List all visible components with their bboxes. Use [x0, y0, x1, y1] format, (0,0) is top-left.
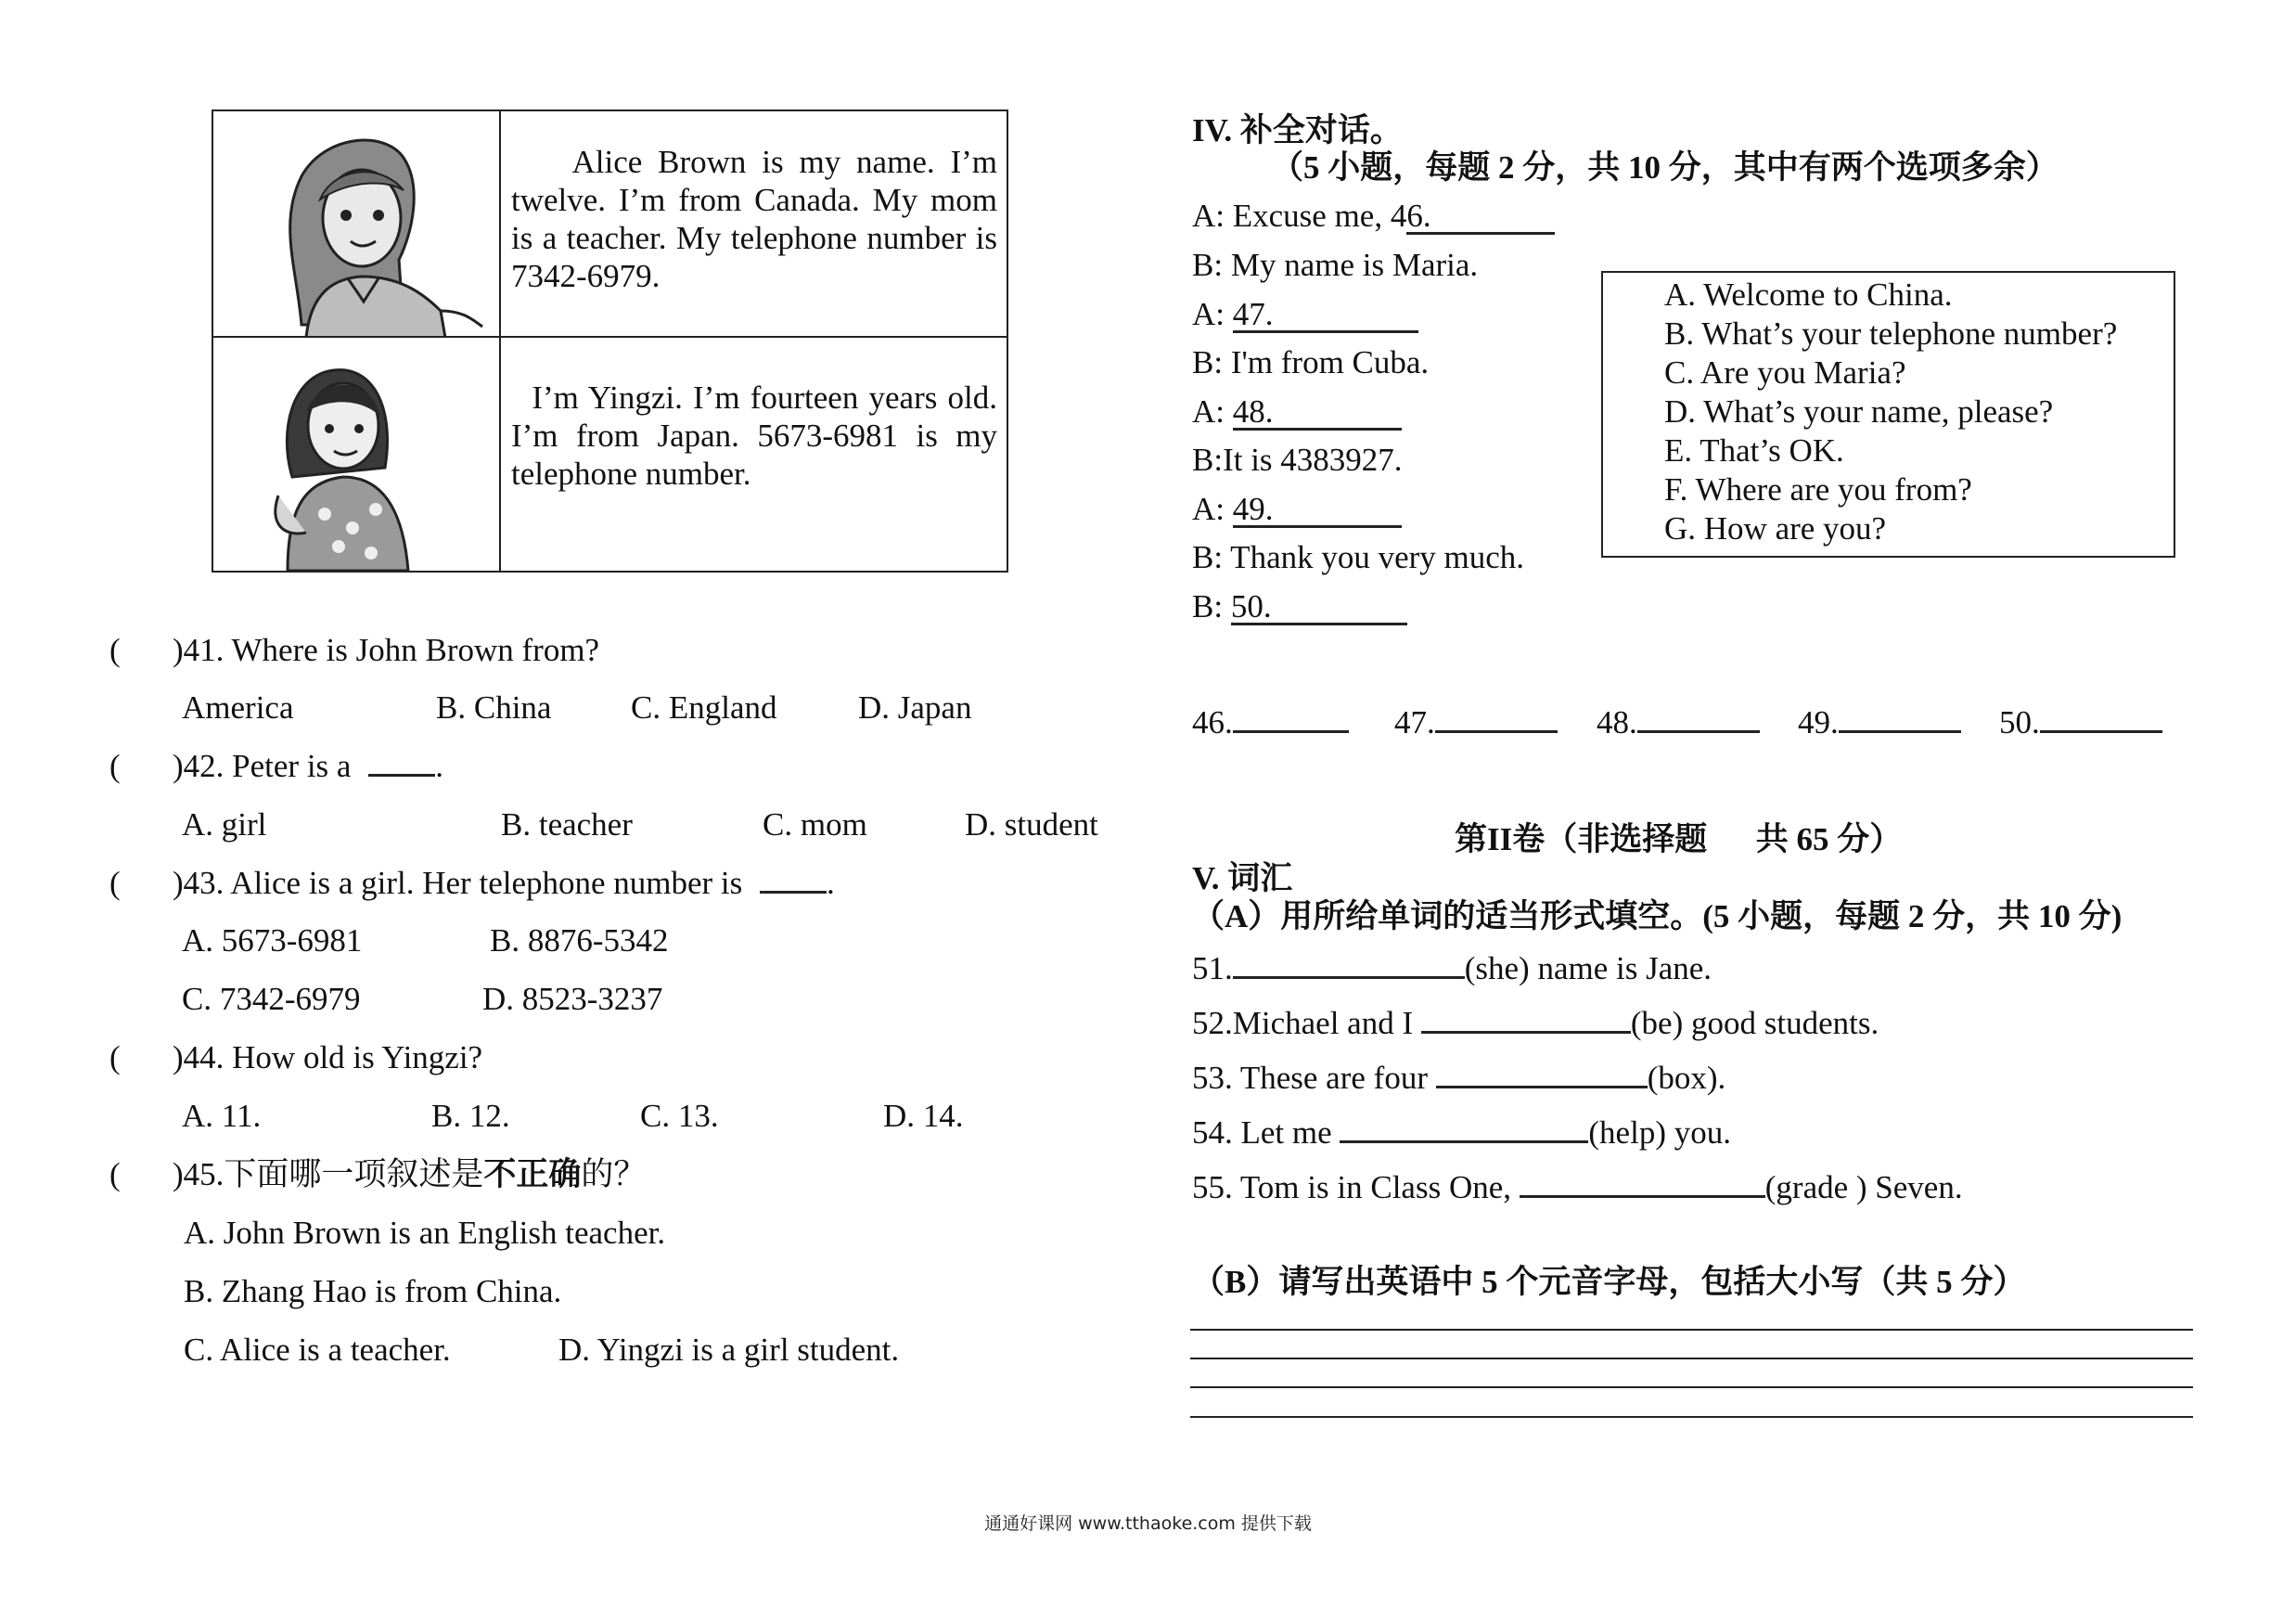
q45-text-bold: 不正确	[483, 1156, 582, 1192]
q42-option-d: D. student	[965, 806, 1098, 843]
dialogue-line-4: B: I'm from Cuba.	[1192, 344, 1430, 380]
q42-blank	[368, 768, 435, 777]
q42-text: )42. Peter is a	[173, 748, 352, 784]
dialogue-text: A:	[1192, 393, 1233, 430]
fill-pre: 54. Let me	[1192, 1114, 1340, 1151]
dialogue-options-box	[1601, 271, 2175, 558]
indent	[511, 144, 572, 180]
q44-option-a: A. 11.	[182, 1098, 262, 1134]
fill-51	[1192, 952, 1712, 985]
q43-text: )43. Alice is a girl. Her telephone number is	[173, 865, 743, 901]
indent	[511, 380, 532, 416]
answer-paren: (	[109, 748, 121, 784]
section4-subtitle: （5 小题，每题 2 分，共 10 分，其中有两个选项多余）	[1271, 149, 2059, 186]
q41-option-a: America	[182, 689, 294, 726]
q45-stem	[173, 1158, 646, 1191]
answer-blank	[1233, 725, 1349, 733]
answer-blank	[1435, 725, 1558, 733]
q42-option-a: A. girl	[182, 806, 267, 843]
dialogue-line-1	[1192, 200, 1555, 235]
answer-47	[1394, 706, 1558, 739]
dialogue-line-9	[1192, 590, 1407, 625]
yingzi-profile-text	[511, 379, 997, 493]
fill-52	[1192, 1007, 1879, 1039]
section4-title: IV. 补全对话。	[1192, 112, 1403, 148]
writing-line	[1190, 1358, 2193, 1359]
q44-option-d: D. 14.	[883, 1098, 964, 1134]
q44-stem: )44. How old is Yingzi?	[173, 1039, 483, 1075]
dialogue-line-8: B: Thank you very much.	[1192, 539, 1525, 575]
blank-46: 6.	[1406, 200, 1555, 235]
q44-option-c: C. 13.	[640, 1098, 719, 1134]
q45-option-d: D. Yingzi is a girl student.	[558, 1332, 900, 1368]
dialogue-text: A:	[1192, 296, 1233, 332]
q45-option-b: B. Zhang Hao is from China.	[184, 1273, 562, 1309]
q43-option-c: C. 7342-6979	[182, 981, 361, 1017]
alice-profile-text	[511, 143, 997, 295]
dialogue-text: B:	[1192, 588, 1231, 624]
profile-row-yingzi	[213, 338, 1007, 571]
q43-stem	[173, 867, 835, 899]
option-c: C. Are you Maria?	[1664, 354, 1906, 391]
q43-option-a: A. 5673-6981	[182, 922, 363, 959]
answer-49	[1798, 706, 1961, 739]
q44-option-b: B. 12.	[431, 1098, 510, 1134]
answer-label: 49.	[1798, 704, 1839, 740]
q42-stem	[173, 750, 443, 782]
partA-title: （A）用所给单词的适当形式填空。(5 小题，每题 2 分，共 10 分)	[1192, 898, 2123, 934]
q41-stem: )41. Where is John Brown from?	[173, 632, 600, 668]
answer-label: 46.	[1192, 704, 1233, 740]
writing-line	[1190, 1329, 2193, 1331]
dialogue-line-3	[1192, 298, 1418, 333]
answer-label: 50.	[1999, 704, 2040, 740]
answer-paren: (	[109, 1156, 121, 1192]
partB-title: （B）请写出英语中 5 个元音字母，包括大小写（共 5 分）	[1192, 1264, 2026, 1300]
q43-option-d: D. 8523-3237	[482, 981, 663, 1017]
q41-option-d: D. Japan	[858, 689, 972, 726]
fill-post: (be) good students.	[1630, 1005, 1879, 1041]
answer-blank	[1637, 725, 1760, 733]
option-g: G. How are you?	[1664, 510, 1887, 547]
fill-pre: 55. Tom is in Class One,	[1192, 1169, 1520, 1205]
blank-48: 48.	[1233, 395, 1402, 431]
option-d: D. What’s your name, please?	[1664, 393, 2054, 430]
blank-49: 49.	[1233, 493, 1402, 528]
blank-47: 47.	[1233, 298, 1418, 333]
q43-option-b: B. 8876-5342	[490, 922, 669, 959]
q42-option-b: B. teacher	[501, 806, 633, 843]
q41-option-b: B. China	[436, 689, 552, 726]
yingzi-text: I’m Yingzi. I’m fourteen years old. I’m from Japan. 5673-6981 is my telephone number.	[511, 380, 998, 492]
option-e: E. That’s OK.	[1664, 432, 1844, 469]
q41-option-c: C. England	[631, 689, 777, 726]
alice-text: Alice Brown is my name. I’m twelve. I’m from Canada. My mom is a teacher. My telephone number is 7342-6979.	[511, 144, 997, 294]
fill-post: (box).	[1647, 1060, 1726, 1096]
fill-blank	[1421, 1025, 1631, 1034]
blank-50: 50.	[1231, 590, 1407, 625]
answer-paren: (	[109, 865, 121, 901]
q45-option-a: A. John Brown is an English teacher.	[184, 1215, 666, 1251]
fill-pre: 51.	[1192, 950, 1233, 986]
writing-line	[1190, 1416, 2193, 1418]
fill-53	[1192, 1062, 1725, 1094]
answer-paren: (	[109, 632, 121, 668]
answer-46	[1192, 706, 1349, 739]
answer-48	[1597, 706, 1760, 739]
part2-heading: 第II卷（非选择题 共 65 分）	[1455, 821, 1903, 857]
q45-text-post: 的？	[581, 1156, 647, 1192]
answer-label: 47.	[1394, 704, 1435, 740]
q45-text-pre: )45.下面哪一项叙述是	[173, 1156, 484, 1192]
fill-blank	[1233, 971, 1465, 979]
fill-blank	[1520, 1190, 1765, 1198]
q43-end: .	[827, 865, 835, 901]
fill-blank	[1436, 1080, 1648, 1088]
q42-end: .	[435, 748, 443, 784]
fill-55	[1192, 1171, 1963, 1204]
fill-post: (grade ) Seven.	[1764, 1169, 1963, 1205]
yingzi-illustration	[213, 338, 501, 571]
answer-label: 48.	[1597, 704, 1637, 740]
footer-credit: 通通好课网 www.tthaoke.com 提供下载	[984, 1513, 1312, 1534]
section5-title: V. 词汇	[1192, 860, 1293, 896]
dialogue-line-5	[1192, 395, 1402, 431]
fill-54	[1192, 1116, 1731, 1149]
fill-pre: 53. These are four	[1192, 1060, 1436, 1096]
profile-table	[212, 109, 1008, 573]
writing-line	[1190, 1386, 2193, 1388]
answer-50	[1999, 706, 2162, 739]
q42-option-c: C. mom	[763, 806, 867, 843]
dialogue-line-7	[1192, 493, 1402, 528]
answer-paren: (	[109, 1039, 121, 1075]
fill-pre: 52.Michael and I	[1192, 1005, 1421, 1041]
fill-blank	[1340, 1135, 1588, 1143]
answer-blank	[2040, 725, 2162, 733]
profile-row-alice	[213, 111, 1007, 338]
q43-blank	[760, 885, 827, 894]
alice-illustration	[213, 111, 501, 336]
fill-post: (she) name is Jane.	[1464, 950, 1712, 986]
dialogue-line-6: B:It is 4383927.	[1192, 442, 1403, 478]
answer-blank	[1839, 725, 1961, 733]
fill-post: (help) you.	[1588, 1114, 1731, 1151]
option-f: F. Where are you from?	[1664, 471, 1972, 508]
option-b: B. What’s your telephone number?	[1664, 315, 2118, 352]
dialogue-line-2: B: My name is Maria.	[1192, 247, 1479, 283]
dialogue-text: A: Excuse me, 4	[1192, 198, 1407, 234]
option-a: A. Welcome to China.	[1664, 277, 1953, 313]
dialogue-text: A:	[1192, 491, 1233, 527]
q45-option-c: C. Alice is a teacher.	[184, 1332, 451, 1368]
